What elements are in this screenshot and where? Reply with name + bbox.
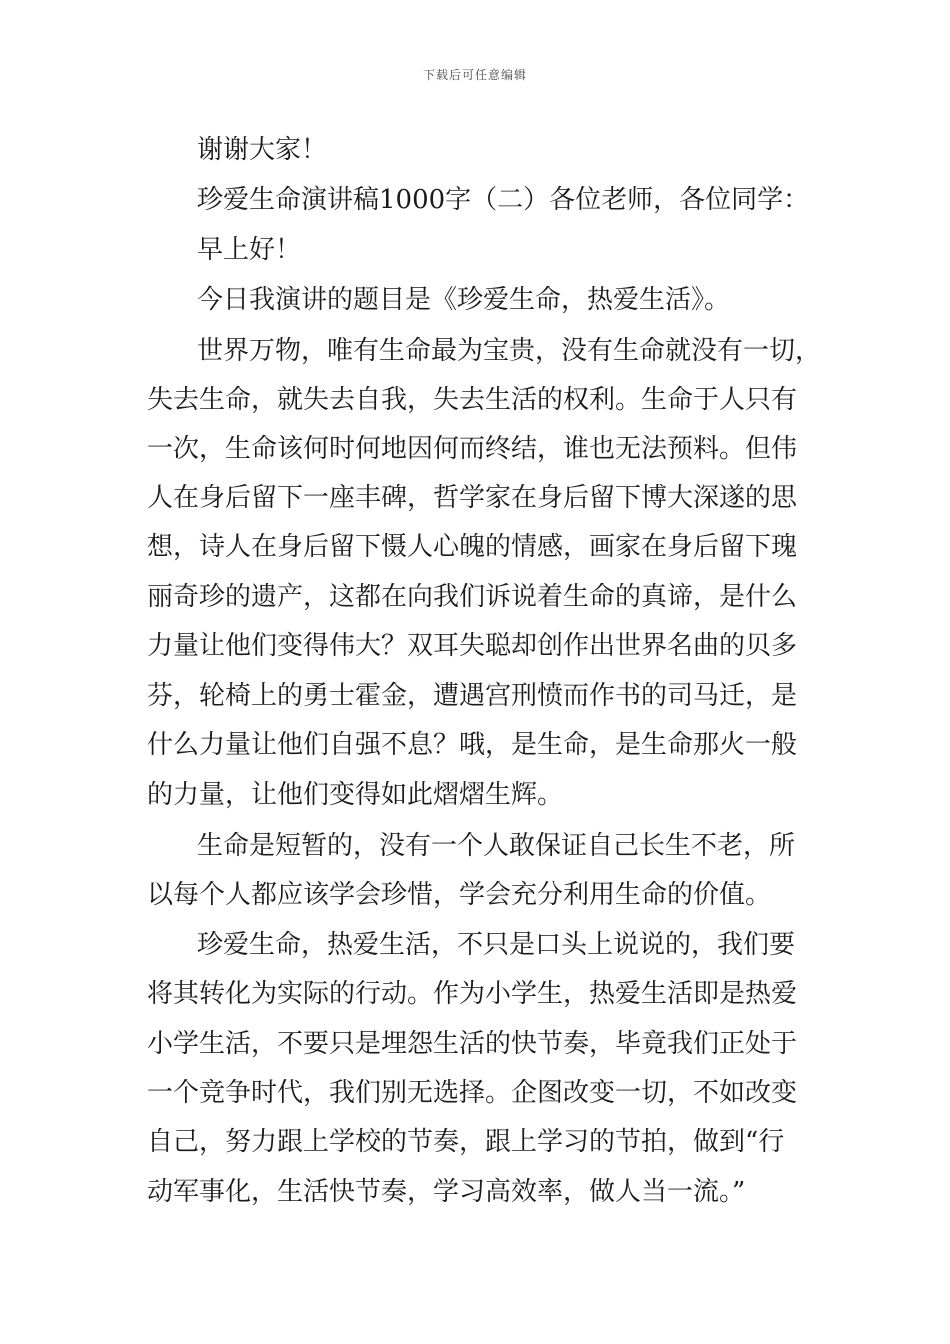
paragraph-line: 动军事化，生活快节奏，学习高效率，做人当一流。” (147, 1177, 746, 1207)
paragraph-line: 以每个人都应该学会珍惜，学会充分利用生命的价值。 (147, 880, 772, 910)
paragraph-line: 人在身后留下一座丰碑，哲学家在身后留下博大深遂的思 (147, 483, 798, 513)
paragraph-line: 想，诗人在身后留下慑人心魄的情感，画家在身后留下瑰 (147, 532, 798, 562)
paragraph-line: 谢谢大家！ (197, 135, 328, 165)
paragraph-line: 一次，生命该何时何地因何而终结，谁也无法预料。但伟 (147, 434, 798, 464)
paragraph-line: 的力量，让他们变得如此熠熠生辉。 (147, 780, 564, 810)
paragraph-line: 一个竞争时代，我们别无选择。企图改变一切，不如改变 (147, 1078, 798, 1108)
paragraph-line: 珍爱生命演讲稿1000字（二）各位老师，各位同学： (197, 185, 810, 215)
paragraph-line: 世界万物，唯有生命最为宝贵，没有生命就没有一切， (197, 336, 822, 366)
paragraph-line: 早上好！ (197, 235, 302, 265)
paragraph-line: 丽奇珍的遗产，这都在向我们诉说着生命的真谛，是什么 (147, 582, 798, 612)
paragraph-line: 什么力量让他们自强不息？哦，是生命，是生命那火一般 (147, 730, 798, 760)
paragraph-line: 生命是短暂的，没有一个人敢保证自己长生不老，所 (197, 831, 796, 861)
paragraph-line: 失去生命，就失去自我，失去生活的权利。生命于人只有 (147, 385, 798, 415)
paragraph-line: 力量让他们变得伟大？双耳失聪却创作出世界名曲的贝多 (147, 631, 798, 661)
paragraph-line: 今日我演讲的题目是《珍爱生命，热爱生活》。 (197, 285, 731, 315)
paragraph-line: 芬，轮椅上的勇士霍金，遭遇宫刑愤而作书的司马迁，是 (147, 681, 798, 711)
paragraph-line: 珍爱生命，热爱生活，不只是口头上说说的，我们要 (197, 930, 796, 960)
paragraph-line: 小学生活，不要只是埋怨生活的快节奏，毕竟我们正处于 (147, 1029, 798, 1059)
paragraph-line: 将其转化为实际的行动。作为小学生，热爱生活即是热爱 (147, 979, 798, 1009)
page-header-note: 下载后可任意编辑 (422, 68, 527, 82)
paragraph-line: 自己，努力跟上学校的节奏，跟上学习的节拍，做到“行 (147, 1127, 785, 1157)
